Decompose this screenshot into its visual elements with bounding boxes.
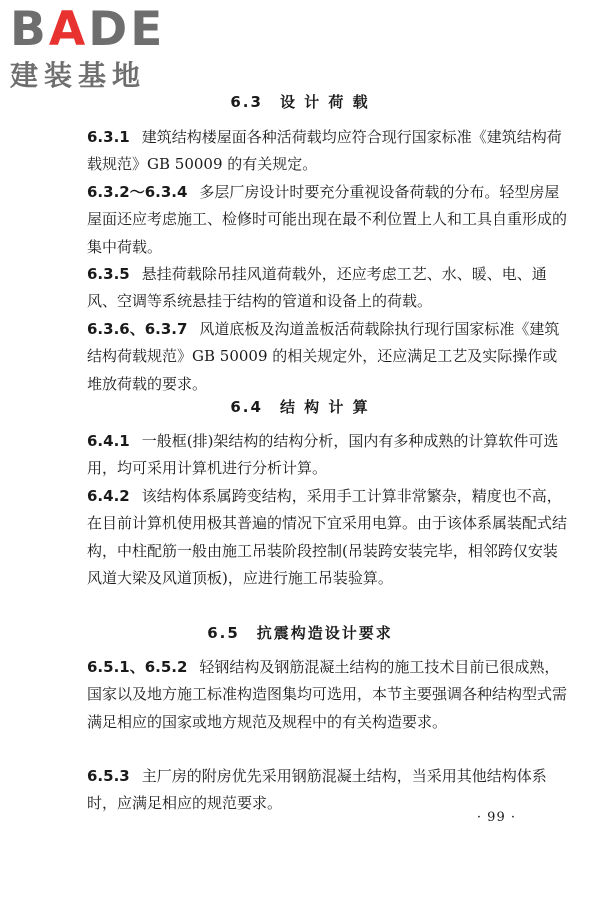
- clause-number: 6.4.2: [87, 487, 130, 505]
- bade-logo: [6, 4, 181, 96]
- clause-6-5-1-6-5-2: [87, 654, 567, 736]
- clause-text: 该结构体系属跨变结构，采用手工计算非常繁杂，精度也不高，在目前计算机使用极其普遍的情况下宜采用电算。由于该体系属装配式结构，中柱配筋一般由施工吊装阶段控制(吊装跨安装完毕，相邻跨仅安装风道大梁及风道顶板)，应进行施工吊装验算。: [87, 487, 568, 587]
- clause-number: 6.5.3: [87, 767, 130, 785]
- clause-text: 一般框(排)架结构的结构分析，国内有多种成熟的计算软件可选用，均可采用计算机进行分析计算。: [87, 432, 559, 478]
- section-heading-6-4: 6.4 结 构 计 算: [230, 398, 370, 416]
- clause-text: 建筑结构楼屋面各种活荷载均应符合现行国家标准《建筑结构荷载规范》GB 50009 的有关规定。: [87, 128, 562, 174]
- clause-text: 轻钢结构及钢筋混凝土结构的施工技术目前已很成熟，国家以及地方施工标准构造图集均可选用，本节主要强调各种结构型式需满足相应的国家或地方规范及规程中的有关构造要求。: [87, 658, 568, 731]
- clause-text: 悬挂荷载除吊挂风道荷载外，还应考虑工艺、水、暖、电、通风、空调等系统悬挂于结构的管道和设备上的荷载。: [87, 265, 547, 311]
- logo-wordmark: BADE: [10, 2, 166, 57]
- clause-6-3-2-6-3-4: [87, 179, 567, 261]
- clause-number: 6.3.5: [87, 265, 130, 283]
- clause-number: 6.3.6、6.3.7: [87, 320, 188, 338]
- clause-6-3-1: [87, 124, 567, 179]
- clause-6-3-6-6-3-7: [87, 316, 567, 398]
- clause-text: 风道底板及沟道盖板活荷载除执行现行国家标准《建筑结构荷载规范》GB 50009 的相关规定外，还应满足工艺及实际操作或堆放荷载的要求。: [87, 320, 560, 393]
- logo-subtitle: 建装基地: [10, 59, 147, 92]
- section-heading-6-5: 6.5 抗震构造设计要求: [207, 624, 393, 642]
- clause-6-4-2: [87, 483, 567, 592]
- clause-text: 主厂房的附房优先采用钢筋混凝土结构，当采用其他结构体系时，应满足相应的规范要求。: [87, 767, 547, 813]
- clause-number: 6.3.2～6.3.4: [87, 183, 188, 201]
- section-heading-6-3: 6.3 设 计 荷 载: [230, 93, 370, 111]
- clause-number: 6.4.1: [87, 432, 130, 450]
- clause-number: 6.5.1、6.5.2: [87, 658, 188, 676]
- clause-number: 6.3.1: [87, 128, 130, 146]
- page-number: · 99 ·: [476, 810, 516, 825]
- clause-text: 多层厂房设计时要充分重视设备荷载的分布。轻型房屋屋面还应考虑施工、检修时可能出现在最不利位置上人和工具自重形成的集中荷载。: [87, 183, 568, 256]
- clause-6-4-1: [87, 428, 567, 483]
- clause-6-3-5: [87, 261, 567, 316]
